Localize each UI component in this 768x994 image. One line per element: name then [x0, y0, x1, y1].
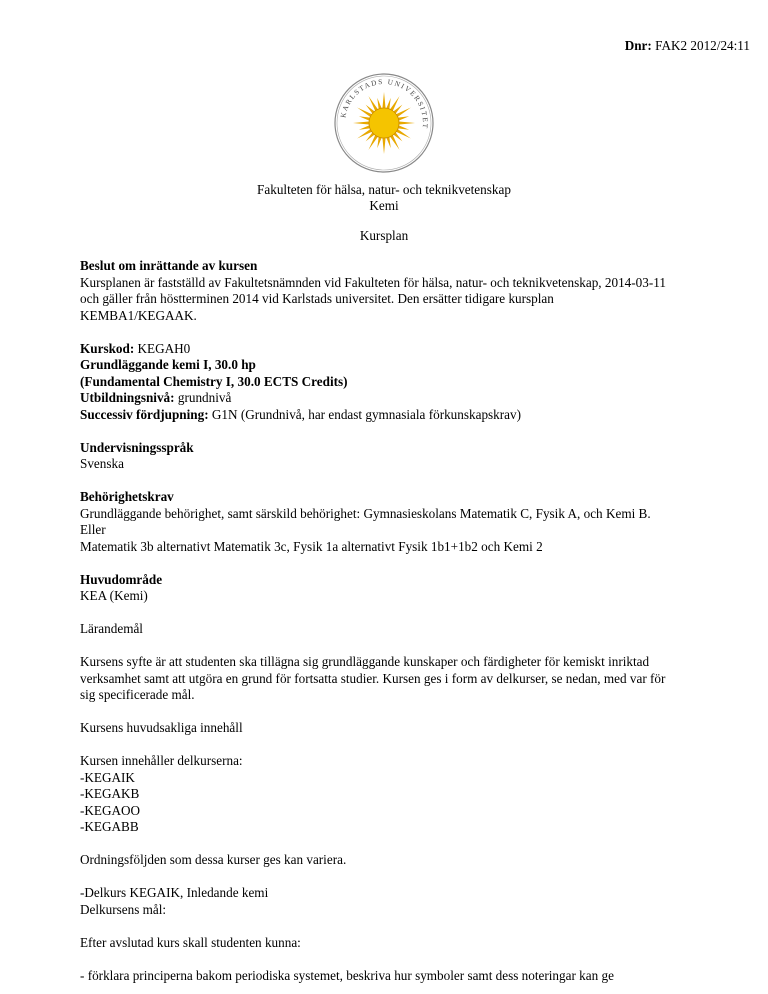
course-code: KEGAH0 — [137, 340, 191, 356]
subject-name: Kemi — [369, 198, 399, 213]
learning-line-1: Kursens syfte är att studenten ska tillägna sig grundläggande kunskaper och färdigheter för kemiskt inriktad — [80, 654, 650, 669]
language-value: Svenska — [80, 456, 124, 471]
subcourse-after: Efter avslutad kurs skall studenten kunna: — [80, 934, 301, 950]
list-item: -KEGABB — [80, 819, 139, 834]
progression-value: G1N (Grundnivå, har endast gymnasiala förkunskapskrav) — [211, 406, 521, 422]
dnr-value: FAK2 2012/24:11 — [655, 38, 750, 53]
learning-line-2: verksamhet samt att utgöra en grund för fortsatta studier. Kursen ges i form av delkurser, se nedan, med var för — [80, 670, 666, 686]
requirements-heading: Behörighetskrav — [80, 489, 174, 504]
sun-core — [369, 108, 399, 138]
seal-text: KARLSTADS UNIVERSITET — [339, 77, 430, 131]
subcourse-goal-1: - förklara principerna bakom periodiska systemet, beskriva hur symboler samt dess noteringar kan ge — [80, 967, 614, 983]
progression-line — [80, 407, 720, 424]
university-seal-logo — [333, 72, 435, 174]
decision-line-3: KEMBA1/KEGAAK. — [80, 307, 197, 323]
course-code-label: Kurskod: — [80, 340, 135, 356]
requirements-line-3: Matematik 3b alternativt Matematik 3c, Fysik 1a alternativt Fysik 1b1+1b2 och Kemi 2 — [80, 538, 543, 554]
education-level: grundnivå — [177, 390, 232, 405]
subcourse-title: -Delkurs KEGAIK, Inledande kemi — [80, 885, 269, 900]
learning-heading: Lärandemål — [80, 621, 143, 636]
dnr-label: Dnr: — [624, 38, 652, 53]
decision-heading: Beslut om inrättande av kursen — [80, 258, 258, 273]
course-name: Grundläggande kemi I, 30.0 hp — [80, 357, 256, 372]
document-number — [625, 38, 750, 55]
order-note: Ordningsföljden som dessa kurser ges kan variera. — [80, 852, 347, 867]
decision-line-2: och gäller från höstterminen 2014 vid Karlstads universitet. Den ersätter tidigare kursplan — [80, 291, 554, 306]
subcourse-goals-label: Delkursens mål: — [80, 901, 167, 917]
list-item: -KEGAOO — [80, 802, 141, 818]
list-item: -KEGAIK — [80, 769, 135, 785]
course-english-name: (Fundamental Chemistry I, 30.0 ECTS Credits) — [80, 373, 348, 389]
education-level-label: Utbildningsnivå: — [80, 390, 175, 405]
language-heading: Undervisningsspråk — [80, 439, 194, 455]
main-area-heading: Huvudområde — [80, 571, 163, 587]
faculty-name: Fakulteten för hälsa, natur- och teknikvetenskap — [257, 182, 511, 197]
education-level-line — [80, 390, 720, 407]
document-type: Kursplan — [359, 228, 409, 243]
learning-line-3: sig specificerade mål. — [80, 687, 195, 702]
progression-label: Successiv fördjupning: — [80, 406, 209, 422]
course-syllabus-body — [80, 258, 720, 984]
contents-intro: Kursen innehåller delkurserna: — [80, 753, 243, 768]
requirements-line-1: Grundläggande behörighet, samt särskild behörighet: Gymnasieskolans Matematik C, Fysik A, och Kemi B. — [80, 505, 651, 521]
main-area-value: KEA (Kemi) — [80, 588, 148, 603]
requirements-line-2: Eller — [80, 522, 106, 537]
list-item: -KEGAKB — [80, 786, 140, 801]
decision-line-1: Kursplanen är fastställd av Fakultetsnämnden vid Fakulteten för hälsa, natur- och teknikvetenskap, 2014-03-11 — [80, 274, 666, 290]
course-code-line — [80, 341, 720, 358]
contents-heading: Kursens huvudsakliga innehåll — [80, 720, 243, 735]
